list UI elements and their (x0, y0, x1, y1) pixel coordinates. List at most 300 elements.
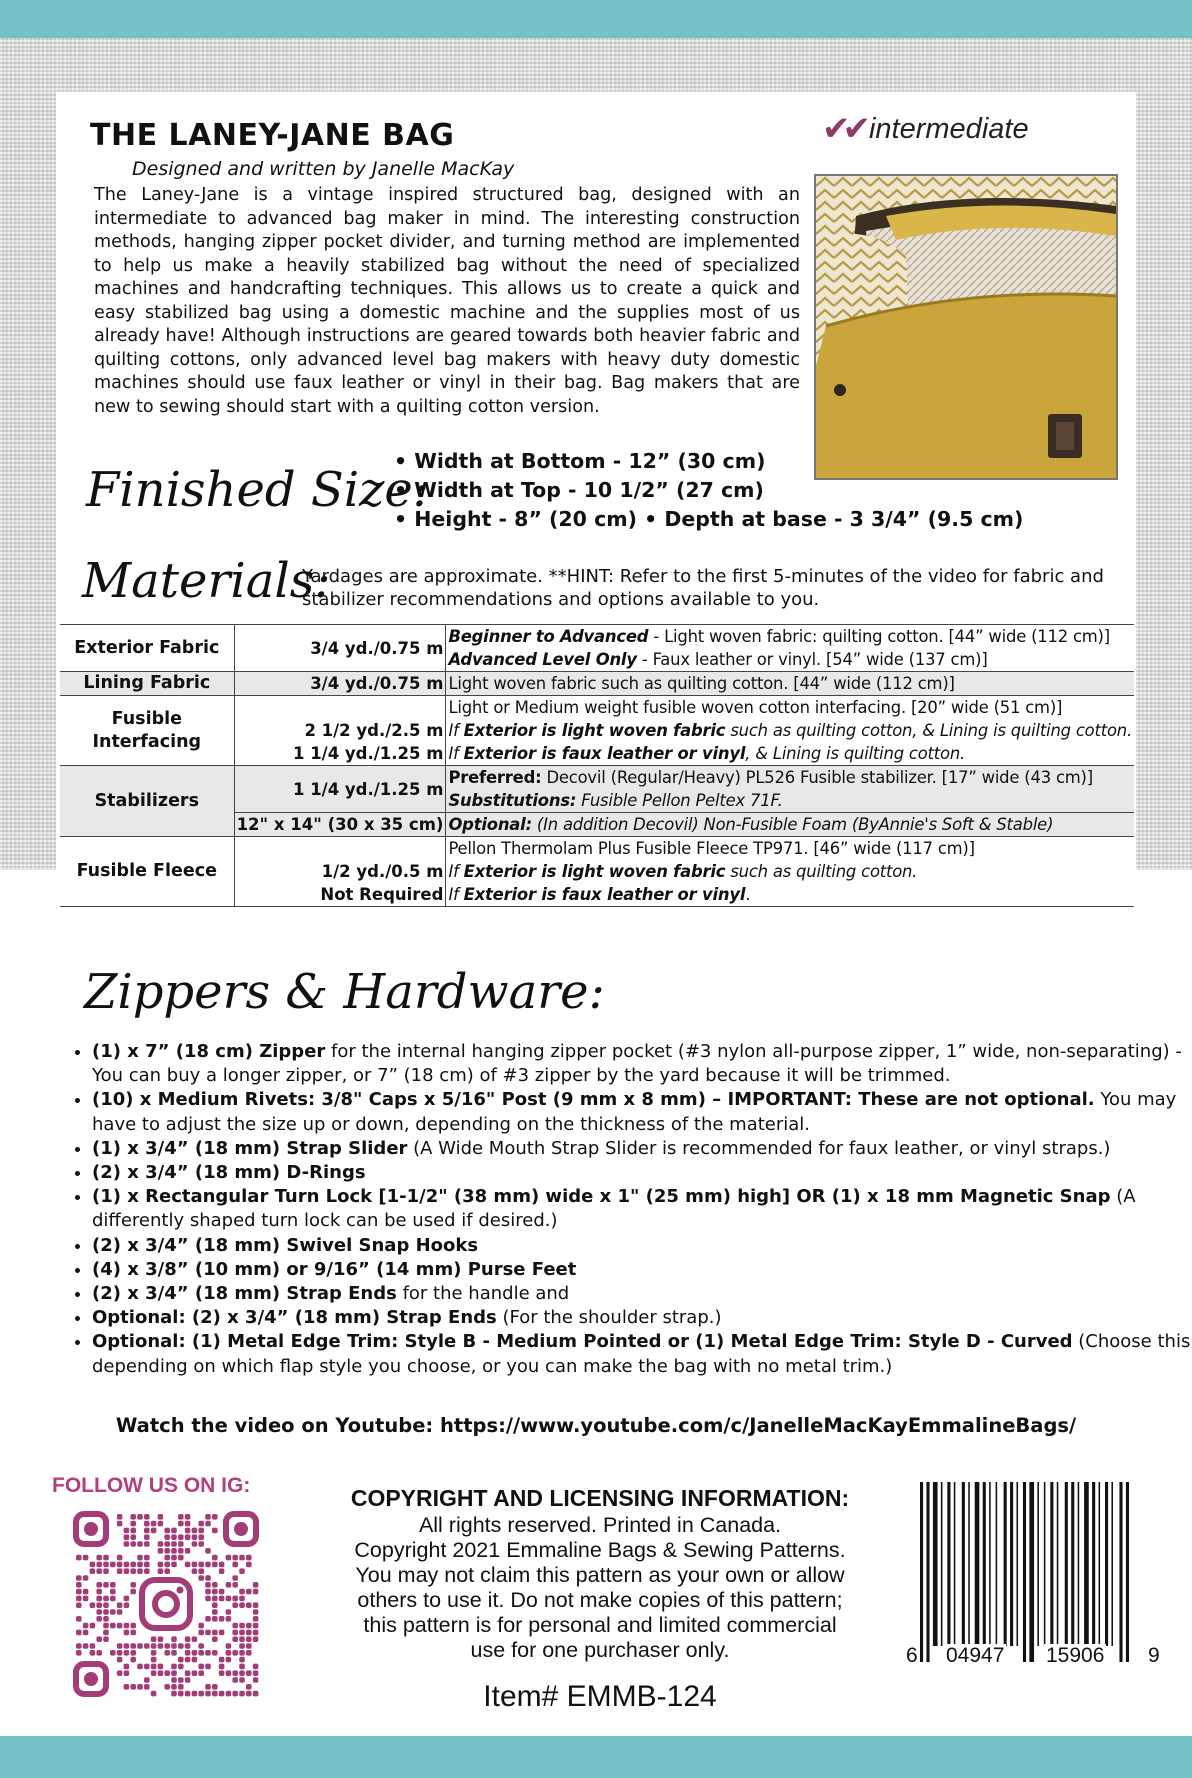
qr-dot (110, 1650, 116, 1656)
qr-dot (253, 1691, 259, 1697)
qr-dot (178, 1643, 184, 1649)
barcode-bar (989, 1482, 991, 1646)
qr-dot (185, 1534, 191, 1540)
barcode-bar (1017, 1482, 1019, 1646)
qr-dot (198, 1568, 204, 1574)
material-qty: 1/2 yd./0.5 m (234, 860, 446, 883)
qr-dot (117, 1602, 123, 1608)
desc-emphasis: Advanced Level Only (448, 650, 637, 669)
qr-dot (205, 1616, 211, 1622)
item-text: You may have to adjust the size up or down, depending on the thickness of the material. (92, 1089, 1177, 1135)
qr-dot (239, 1650, 245, 1656)
bottom-color-band (0, 1736, 1192, 1778)
qr-dot (96, 1582, 102, 1588)
double-check-icon: ✔✔ (822, 109, 863, 149)
qr-dot (130, 1528, 136, 1534)
qr-dot (226, 1650, 232, 1656)
qr-dot (212, 1596, 218, 1602)
qr-dot (219, 1657, 225, 1663)
qr-dot (124, 1630, 130, 1636)
qr-dot (178, 1677, 184, 1683)
material-qty: 3/4 yd./0.75 m (234, 672, 446, 696)
material-qty (234, 696, 446, 720)
qr-dot (185, 1691, 191, 1697)
qr-dot (198, 1562, 204, 1568)
qr-dot (130, 1541, 136, 1547)
qr-dot (239, 1643, 245, 1649)
page-title: THE LANEY-JANE BAG (90, 118, 455, 153)
barcode-bar (920, 1482, 923, 1662)
qr-dot (144, 1555, 150, 1561)
zippers-heading: Zippers & Hardware: (84, 964, 605, 1020)
qr-dot (239, 1589, 245, 1595)
qr-dot (198, 1541, 204, 1547)
qr-dot (137, 1541, 143, 1547)
qr-dot (232, 1562, 238, 1568)
qr-dot (171, 1562, 177, 1568)
qr-dot (185, 1528, 191, 1534)
qr-dot (110, 1562, 116, 1568)
qr-dot (185, 1677, 191, 1683)
item-bold: (10) x Medium Rivets: 3/8" Caps x 5/16" Post (9 mm x 8 mm) – IMPORTANT: These are not optional. (92, 1089, 1095, 1111)
qr-dot (239, 1677, 245, 1683)
qr-dot (226, 1596, 232, 1602)
qr-dot (253, 1582, 259, 1588)
qr-dot (130, 1630, 136, 1636)
qr-dot (171, 1664, 177, 1670)
qr-dot (110, 1623, 116, 1629)
qr-dot (171, 1636, 177, 1642)
qr-dot (246, 1684, 252, 1690)
qr-dot (130, 1514, 136, 1520)
qr-dot (103, 1555, 109, 1561)
qr-dot (130, 1568, 136, 1574)
qr-dot (144, 1568, 150, 1574)
materials-note: Yardages are approximate. **HINT: Refer to the first 5-minutes of the video for fabric and stabilizer recommendations and options available to you. (302, 566, 1104, 610)
qr-dot (117, 1657, 123, 1663)
qr-dot (96, 1650, 102, 1656)
qr-dot (76, 1596, 82, 1602)
qr-dot (178, 1691, 184, 1697)
video-link[interactable]: Watch the video on Youtube: https://www.youtube.com/c/JanelleMacKayEmmalineBags/ (115, 1414, 1077, 1437)
size-item: • Width at Top - 10 1/2” (27 cm) (394, 478, 764, 502)
item-bold: Optional: (1) Metal Edge Trim: Style B - Medium Pointed or (1) Metal Edge Trim: Style D - Curved (92, 1331, 1073, 1353)
qr-dot (192, 1568, 198, 1574)
qr-dot (158, 1541, 164, 1547)
item-text: (For the shoulder strap.) (496, 1307, 722, 1329)
qr-dot (246, 1562, 252, 1568)
desc-text: Decovil (Regular/Heavy) PL526 Fusible stabilizer. [17” wide (43 cm)] (541, 768, 1093, 787)
qr-dot (164, 1534, 170, 1540)
qr-dot (246, 1555, 252, 1561)
list-item (92, 1306, 1192, 1330)
qr-dot (171, 1650, 177, 1656)
qr-dot (144, 1562, 150, 1568)
qr-dot (246, 1602, 252, 1608)
barcode-bar (1023, 1482, 1026, 1662)
qr-dot (178, 1514, 184, 1520)
qr-dot (103, 1616, 109, 1622)
material-qty: Not Required (234, 883, 446, 907)
qr-dot (103, 1636, 109, 1642)
material-desc: Light or Medium weight fusible woven cotton interfacing. [20” wide (51 cm)] (446, 696, 1134, 720)
table-row (60, 837, 1134, 861)
barcode-bar (1050, 1482, 1053, 1646)
qr-dot (137, 1684, 143, 1690)
qr-dot (219, 1589, 225, 1595)
qr-dot (253, 1664, 259, 1670)
qr-dot (205, 1664, 211, 1670)
qr-dot (164, 1562, 170, 1568)
desc-if: If (448, 885, 464, 904)
qr-dot (198, 1650, 204, 1656)
top-color-band (0, 0, 1192, 38)
qr-dot (124, 1650, 130, 1656)
qr-dot (83, 1630, 89, 1636)
qr-dot (96, 1568, 102, 1574)
qr-dot (232, 1596, 238, 1602)
copyright-block (300, 1483, 900, 1663)
item-bold: (4) x 3/8” (10 mm) or 9/16” (14 mm) Purse Feet (92, 1258, 577, 1280)
qr-dot (130, 1684, 136, 1690)
qr-dot (103, 1568, 109, 1574)
qr-dot (185, 1562, 191, 1568)
qr-dot (205, 1630, 211, 1636)
qr-dot (124, 1602, 130, 1608)
qr-dot (171, 1541, 177, 1547)
qr-dot (124, 1623, 130, 1629)
qr-dot (185, 1657, 191, 1663)
qr-dot (151, 1691, 157, 1697)
qr-dot (130, 1521, 136, 1527)
barcode-digits-right: 15906 (1046, 1644, 1105, 1667)
qr-dot (185, 1636, 191, 1642)
barcode-bar (1111, 1482, 1113, 1646)
qr-dot (158, 1643, 164, 1649)
qr-dot (137, 1555, 143, 1561)
qr-dot (171, 1555, 177, 1561)
item-text: for the internal hanging zipper pocket (#3 nylon all-purpose zipper, 1” wide, non-separating) - You can buy a longer zipper, or 7” (18 cm) of #3 zipper by the yard because it will be trimmed. (92, 1041, 1182, 1087)
material-qty: 12" x 14" (30 x 35 cm) (234, 813, 446, 837)
qr-dot (239, 1568, 245, 1574)
qr-dot (192, 1562, 198, 1568)
barcode-bar (1084, 1482, 1089, 1646)
qr-dot (76, 1602, 82, 1608)
qr-dot (151, 1528, 157, 1534)
qr-dot (185, 1548, 191, 1554)
material-qty: 1 1/4 yd./1.25 m (234, 766, 446, 813)
item-bold: (1) x 3/4” (18 mm) Strap Slider (92, 1137, 408, 1159)
desc-text: such as quilting cotton. (725, 862, 918, 881)
size-item: • Width at Bottom - 12” (30 cm) (394, 449, 766, 473)
barcode-bar (926, 1482, 929, 1662)
qr-dot (130, 1589, 136, 1595)
qr-dot (198, 1670, 204, 1676)
qr-dot (178, 1541, 184, 1547)
copyright-line: use for one purchaser only. (470, 1638, 730, 1662)
qr-dot (83, 1596, 89, 1602)
qr-dot (253, 1589, 259, 1595)
material-desc (446, 742, 1134, 766)
qr-dot (96, 1589, 102, 1595)
qr-dot (212, 1602, 218, 1608)
material-qty: 2 1/2 yd./2.5 m (234, 719, 446, 742)
desc-emphasis: Preferred: (448, 768, 542, 787)
qr-dot (76, 1555, 82, 1561)
qr-dot (137, 1568, 143, 1574)
qr-dot (253, 1670, 259, 1676)
desc-emphasis: Exterior is light woven fabric (463, 721, 726, 740)
qr-dot (151, 1670, 157, 1676)
qr-dot (246, 1691, 252, 1697)
qr-dot (246, 1643, 252, 1649)
qr-dot (90, 1650, 96, 1656)
material-desc (446, 648, 1134, 672)
qr-dot (178, 1664, 184, 1670)
qr-dot (178, 1657, 184, 1663)
qr-dot (96, 1555, 102, 1561)
qr-dot (164, 1528, 170, 1534)
copyright-line: this pattern is for personal and limited commercial (363, 1613, 837, 1637)
qr-dot (137, 1664, 143, 1670)
qr-dot (110, 1596, 116, 1602)
qr-dot (144, 1643, 150, 1649)
barcode-bar (1037, 1482, 1039, 1646)
qr-dot (117, 1609, 123, 1615)
material-desc (446, 883, 1134, 907)
qr-dot (164, 1670, 170, 1676)
follow-label: FOLLOW US ON IG: (52, 1474, 251, 1497)
barcode-bar (1010, 1482, 1013, 1646)
byline: Designed and written by Janelle MacKay (132, 158, 515, 180)
desc-if: If (448, 744, 464, 763)
qr-dot (96, 1616, 102, 1622)
qr-dot (144, 1514, 150, 1520)
qr-dot (103, 1596, 109, 1602)
qr-dot (76, 1589, 82, 1595)
desc-if: If (448, 862, 464, 881)
qr-dot (232, 1691, 238, 1697)
qr-dot (124, 1528, 130, 1534)
qr-dot (76, 1616, 82, 1622)
qr-dot (124, 1596, 130, 1602)
qr-dot (205, 1589, 211, 1595)
material-name: Exterior Fabric (60, 625, 234, 672)
qr-dot (124, 1643, 130, 1649)
material-qty: 1 1/4 yd./1.25 m (234, 742, 446, 766)
qr-dot (144, 1541, 150, 1547)
qr-dot (83, 1555, 89, 1561)
qr-dot (151, 1636, 157, 1642)
qr-dot (219, 1630, 225, 1636)
qr-dot (124, 1534, 130, 1540)
qr-dot (239, 1623, 245, 1629)
qr-dot (219, 1562, 225, 1568)
list-item (92, 1088, 1192, 1136)
qr-dot (144, 1684, 150, 1690)
barcode-bar (1099, 1482, 1101, 1646)
qr-dot (103, 1602, 109, 1608)
barcode-bar (975, 1482, 980, 1646)
qr-dot (96, 1636, 102, 1642)
qr-dot (226, 1670, 232, 1676)
qr-dot (171, 1670, 177, 1676)
qr-dot (158, 1514, 164, 1520)
qr-dot (96, 1609, 102, 1615)
item-bold: (2) x 3/4” (18 mm) Strap Ends (92, 1283, 397, 1305)
material-desc (446, 766, 1134, 790)
qr-dot (219, 1670, 225, 1676)
item-text: (A differently shaped turn lock can be used if desired.) (92, 1186, 1136, 1232)
qr-dot (117, 1623, 123, 1629)
qr-dot (212, 1630, 218, 1636)
qr-dot (198, 1643, 204, 1649)
material-desc (446, 860, 1134, 883)
table-row (60, 625, 1134, 649)
qr-dot (103, 1562, 109, 1568)
qr-dot (96, 1596, 102, 1602)
qr-dot (164, 1555, 170, 1561)
qr-dot (205, 1548, 211, 1554)
qr-dot (137, 1643, 143, 1649)
qr-dot (103, 1582, 109, 1588)
qr-dot (117, 1643, 123, 1649)
qr-dot (239, 1691, 245, 1697)
qr-dot (239, 1657, 245, 1663)
qr-dot (90, 1623, 96, 1629)
qr-dot (198, 1521, 204, 1527)
qr-dot (130, 1562, 136, 1568)
item-text: (A Wide Mouth Strap Slider is recommended for faux leather, or vinyl straps.) (407, 1137, 1111, 1159)
qr-dot (219, 1691, 225, 1697)
qr-dot (239, 1636, 245, 1642)
qr-dot (219, 1596, 225, 1602)
qr-dot (212, 1650, 218, 1656)
qr-dot (117, 1562, 123, 1568)
barcode-bar (1119, 1482, 1122, 1662)
desc-text: such as quilting cotton, & Lining is quilting cotton. (725, 721, 1132, 740)
qr-dot (192, 1657, 198, 1663)
qr-dot (239, 1602, 245, 1608)
material-desc: Light woven fabric such as quilting cotton. [44” wide (112 cm)] (446, 672, 1134, 696)
skill-level-label: intermediate (868, 112, 1029, 145)
qr-dot (226, 1555, 232, 1561)
qr-dot (205, 1575, 211, 1581)
item-bold: Optional: (2) x 3/4” (18 mm) Strap Ends (92, 1307, 497, 1329)
qr-dot (246, 1589, 252, 1595)
list-item (92, 1234, 1192, 1258)
list-item (92, 1137, 1192, 1161)
qr-dot (212, 1528, 218, 1534)
qr-dot (130, 1657, 136, 1663)
qr-dot (130, 1623, 136, 1629)
bag-photo-illustration (816, 176, 1116, 478)
qr-dot (253, 1677, 259, 1683)
materials-heading: Materials: (82, 553, 331, 609)
qr-dot (110, 1589, 116, 1595)
qr-dot (232, 1650, 238, 1656)
qr-dot (171, 1534, 177, 1540)
qr-dot (253, 1616, 259, 1622)
qr-dot (124, 1541, 130, 1547)
barcode-bar (983, 1482, 986, 1646)
material-desc (446, 719, 1134, 742)
qr-dot (246, 1623, 252, 1629)
qr-dot (219, 1616, 225, 1622)
qr-dot (239, 1555, 245, 1561)
desc-text: - Light woven fabric: quilting cotton. [44” wide (112 cm)] (648, 627, 1110, 646)
qr-dot (164, 1643, 170, 1649)
qr-dot (76, 1630, 82, 1636)
desc-emphasis: Optional: (448, 815, 532, 834)
barcode-bar (1004, 1482, 1007, 1646)
desc-emphasis: Substitutions: (448, 791, 577, 810)
qr-dot (151, 1521, 157, 1527)
qr-dot (137, 1562, 143, 1568)
qr-dot (83, 1643, 89, 1649)
qr-dot (212, 1636, 218, 1642)
qr-dot (103, 1609, 109, 1615)
desc-emphasis: Beginner to Advanced (448, 627, 649, 646)
qr-dot (246, 1650, 252, 1656)
qr-dot (198, 1534, 204, 1540)
material-name: Stabilizers (60, 766, 234, 837)
qr-dot (226, 1609, 232, 1615)
size-item: • Height - 8” (20 cm) • Depth at base - 3 3/4” (9.5 cm) (394, 507, 1024, 531)
qr-dot (171, 1643, 177, 1649)
qr-dot (239, 1630, 245, 1636)
item-text: for the handle and (396, 1283, 570, 1305)
qr-dot (144, 1528, 150, 1534)
instagram-qr-icon[interactable] (72, 1510, 260, 1698)
qr-dot (178, 1521, 184, 1527)
qr-dot (144, 1534, 150, 1540)
qr-dot (192, 1670, 198, 1676)
qr-dot (178, 1534, 184, 1540)
qr-dot (219, 1568, 225, 1574)
qr-dot (232, 1670, 238, 1676)
qr-dot (198, 1630, 204, 1636)
barcode-bar (1126, 1482, 1129, 1662)
qr-dot (226, 1643, 232, 1649)
qr-dot (198, 1528, 204, 1534)
qr-dot (198, 1691, 204, 1697)
qr-dot (198, 1664, 204, 1670)
qr-dot (83, 1575, 89, 1581)
qr-dot (83, 1589, 89, 1595)
finished-size-list (394, 447, 1023, 534)
qr-dot (205, 1514, 211, 1520)
qr-dot (178, 1684, 184, 1690)
qr-dot (253, 1630, 259, 1636)
qr-dot (151, 1643, 157, 1649)
copyright-line: You may not claim this pattern as your own or allow (355, 1563, 845, 1587)
qr-dot (205, 1582, 211, 1588)
item-bold: (1) x Rectangular Turn Lock [1-1/2" (38 mm) wide x 1" (25 mm) high] OR (1) x 18 mm Magnetic Snap (92, 1186, 1111, 1208)
qr-dot (130, 1582, 136, 1588)
qr-dot (205, 1650, 211, 1656)
qr-dot (212, 1691, 218, 1697)
barcode-bar (1078, 1482, 1080, 1646)
qr-dot (232, 1555, 238, 1561)
qr-dot (171, 1691, 177, 1697)
qr-dot (164, 1684, 170, 1690)
qr-dot (171, 1684, 177, 1690)
qr-dot (212, 1555, 218, 1561)
list-item (92, 1282, 1192, 1306)
qr-dot (226, 1582, 232, 1588)
material-desc (446, 789, 1134, 813)
